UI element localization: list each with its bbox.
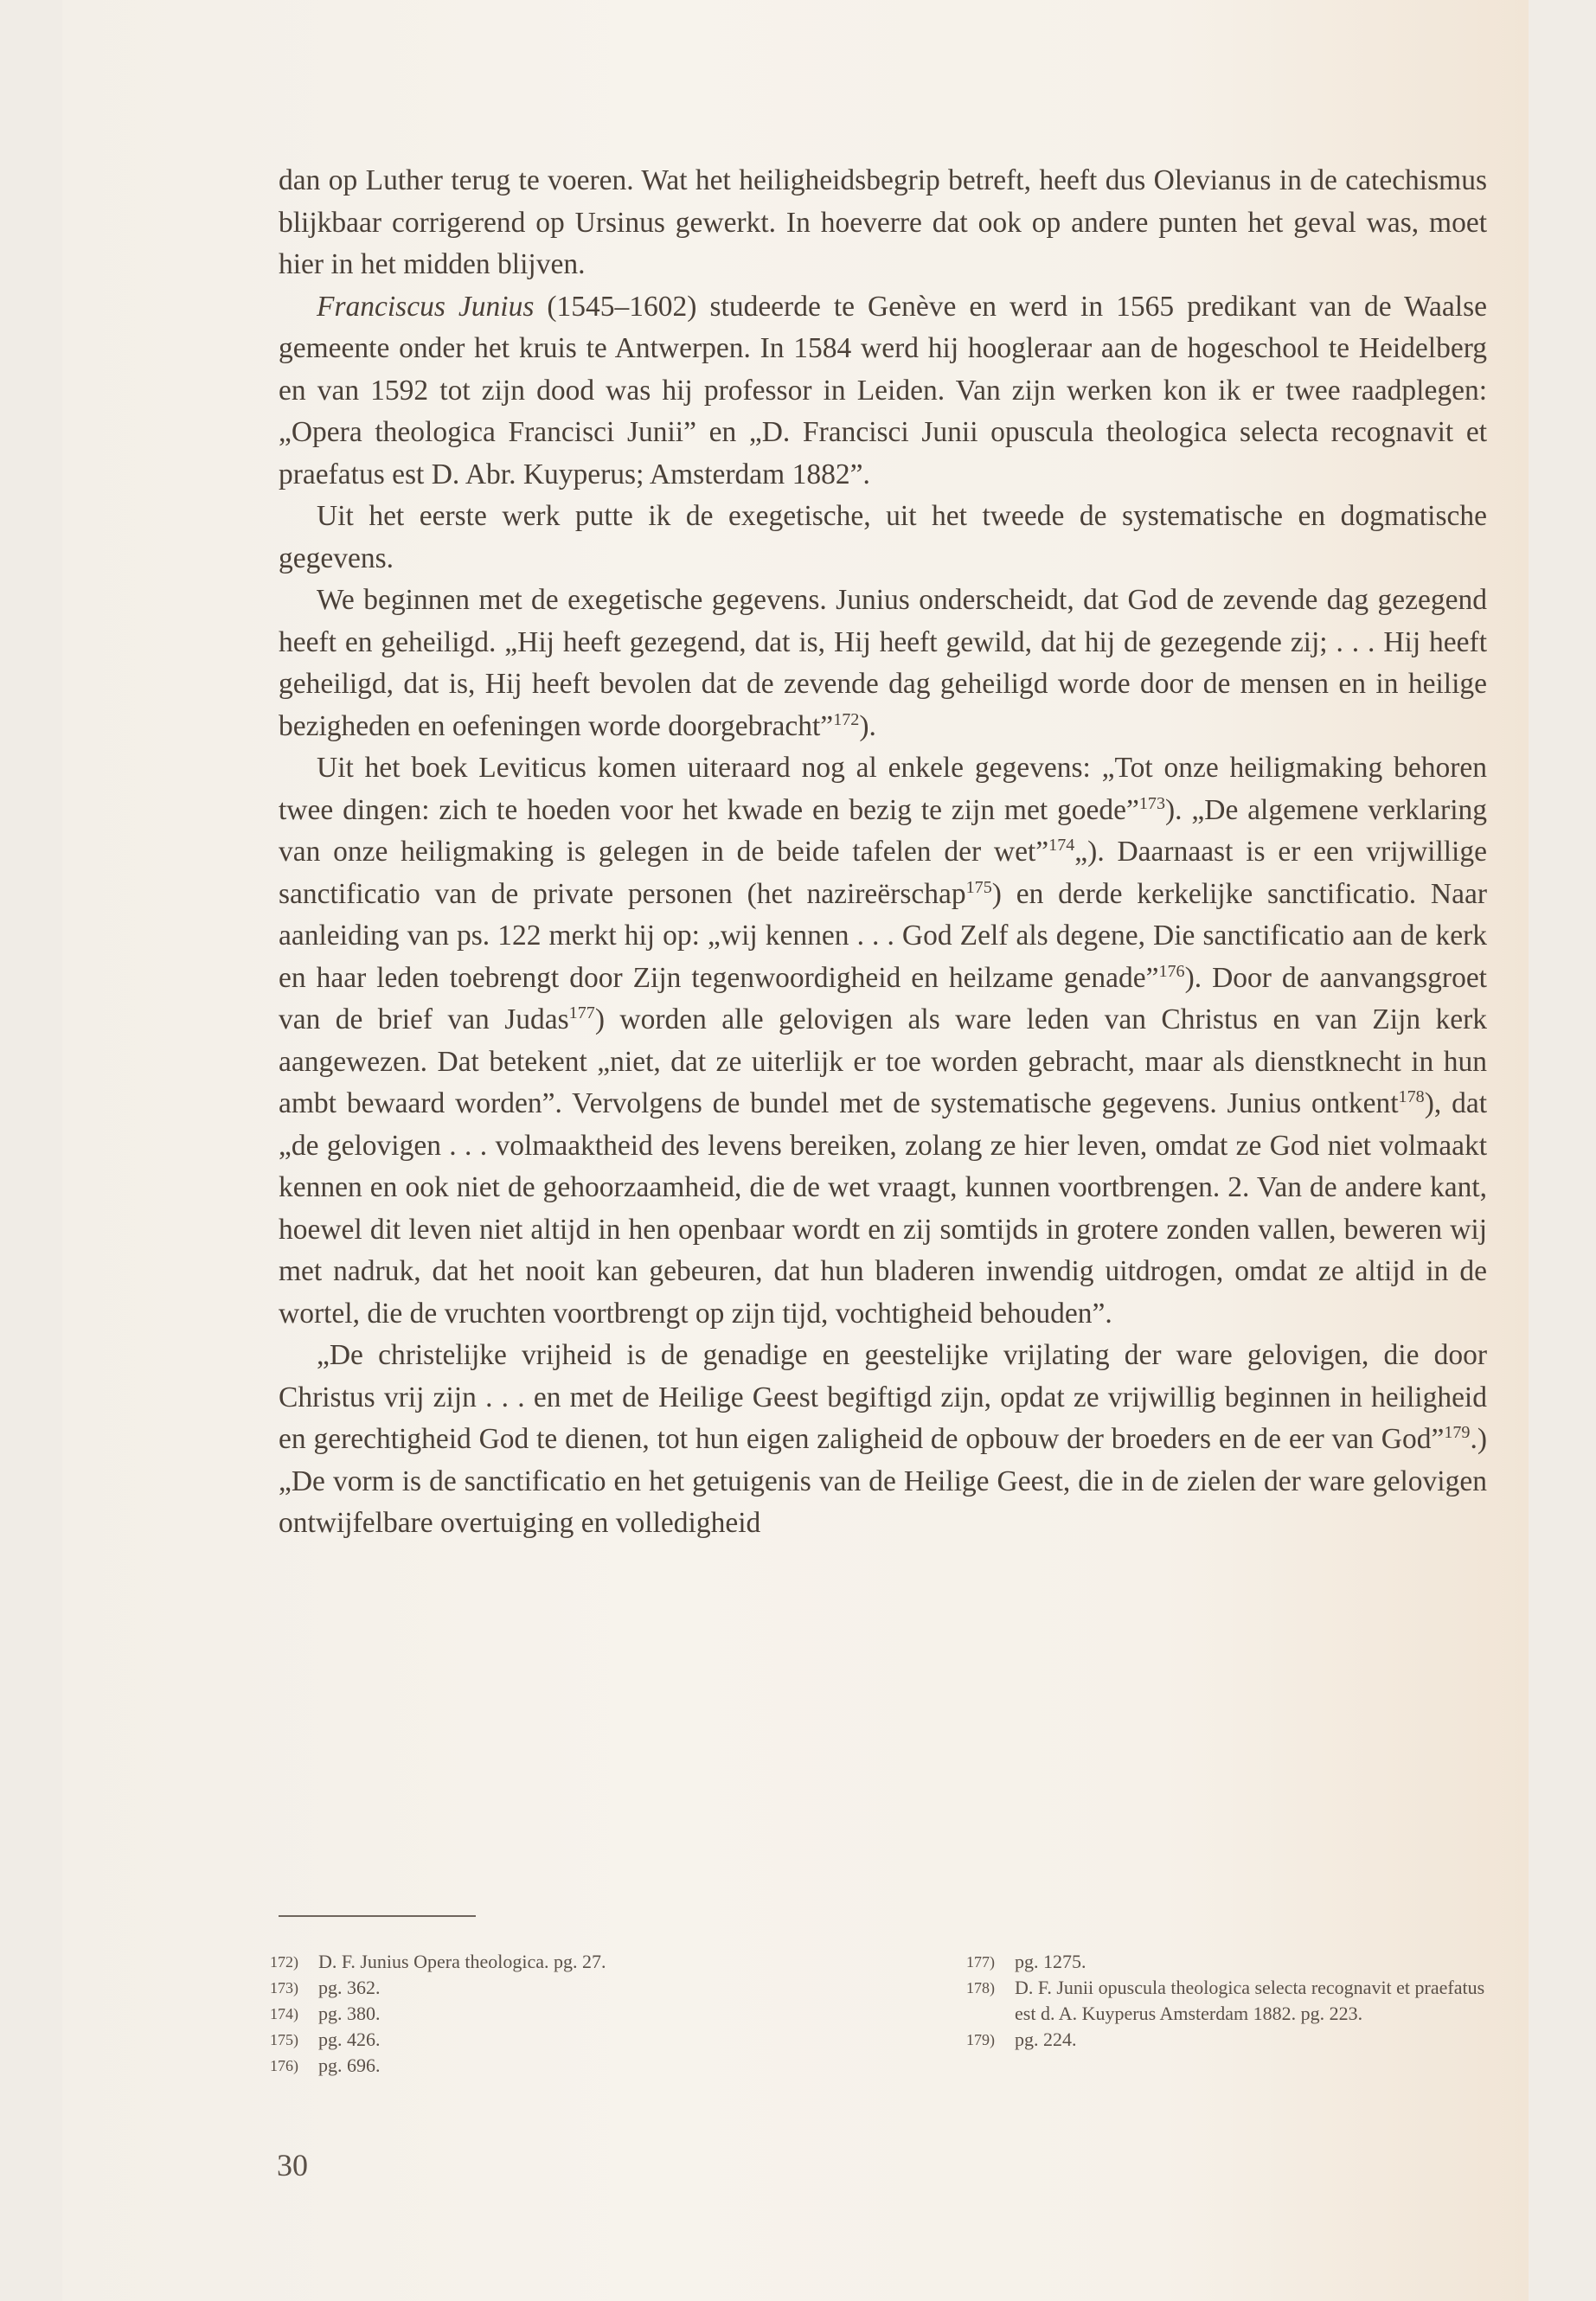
footnote-text: pg. 224. xyxy=(1015,2029,1077,2050)
footnote-text: D. F. Junius Opera theologica. pg. 27. xyxy=(318,1951,606,1972)
footnote xyxy=(966,1975,1490,2027)
footnote-number: 175) xyxy=(270,2031,298,2048)
body-text xyxy=(279,160,1487,1545)
footnote-number: 176) xyxy=(270,2057,298,2074)
footnote xyxy=(270,1975,789,2001)
footnote-ref[interactable]: 173 xyxy=(1138,793,1165,813)
footnote-text: pg. 696. xyxy=(318,2054,381,2076)
footnote xyxy=(270,2027,789,2053)
author-name: Franciscus Junius xyxy=(317,290,535,323)
paragraph-4: We beginnen met de exegetische gegevens. Junius onderscheidt, dat God de zevende dag gezegend heeft en geheiligd. „Hij heeft gezegend, dat is, Hij heeft gewild, dat hij de gezegende zij; . . . Hij heeft geheiligd, dat is, Hij heeft bevolen dat de zevende dag geheiligd worde door de mensen en in heilige bezigheden en oefeningen worde doorgebracht”$^{172}$). xyxy=(279,584,1487,742)
paragraph-6: „De christelijke vrijheid is de genadige en geestelijke vrijlating der ware gelovigen, die door Christus vrij zijn . . . en met de Heilige Geest begiftigd zijn, opdat ze vrijwillig beginnen in heiligheid en gerechtigheid God te dienen, tot hun eigen zaligheid de opbouw der broeders en de eer van God”$^{179}$.) „De vorm is de sanctificatio en het getuigenis van de Heilige Geest, die in de zielen der ware gelovigen ontwijfelbare overtuiging en volledigheid xyxy=(279,1339,1487,1539)
footnote-number: 178) xyxy=(966,1979,995,1997)
footnote-ref[interactable]: 172 xyxy=(833,709,860,729)
footnote xyxy=(270,1949,789,1975)
footnote-ref[interactable]: 177 xyxy=(568,1003,595,1022)
footnote-ref[interactable]: 175 xyxy=(965,877,992,897)
footnote xyxy=(966,2027,1490,2053)
paragraph-1: dan op Luther terug te voeren. Wat het heiligheidsbegrip betreft, heeft dus Olevianus in de catechismus blijkbaar corrigerend op Ursinus gewerkt. In hoeverre dat ook op andere punten het geval was, moet hier in het midden blijven. xyxy=(279,164,1487,280)
footnote-number: 172) xyxy=(270,1953,298,1971)
page-number: 30 xyxy=(277,2148,308,2182)
footnotes-right xyxy=(966,1949,1490,2053)
footnote-number: 177) xyxy=(966,1953,995,1971)
footnote-text: D. F. Junii opuscula theologica selecta recognavit et praefatus est d. A. Kuyperus Amsterdam 1882. pg. 223. xyxy=(1015,1977,1485,2024)
footnote-divider xyxy=(279,1915,476,1917)
footnote-ref[interactable]: 176 xyxy=(1158,961,1185,981)
footnote-text: pg. 1275. xyxy=(1015,1951,1086,1972)
footnote-number: 179) xyxy=(966,2031,995,2048)
paragraph-5: Uit het boek Leviticus komen uiteraard nog al enkele gegevens: „Tot onze heiligmaking behoren twee dingen: zich te hoeden voor het kwade en bezig te zijn met goede”$^{173}$). „De algemene verklaring van onze heiligmaking is gelegen in de beide tafelen der wet”$^{174}$„). Daarnaast is er een vrijwillige sanctificatio van de private personen (het nazireërschap$^{175}$) en derde kerkelijke sanctificatio. Naar aanleiding van ps. 122 merkt hij op: „wij kennen . . . God Zelf als degene, Die sanctificatio aan de kerk en haar leden toebrengt door Zijn tegenwoordigheid en heilzame genade”$^{176}$). Door de aanvangsgroet van de brief van Judas$^{177}$) worden alle gelovigen als ware leden van Christus en van Zijn kerk aangewezen. Dat betekent „niet, dat ze uiterlijk er toe worden gebracht, maar als dienstknecht in hun ambt bewaard worden”. Vervolgens de bundel met de systematische gegevens. Junius ontkent$^{178}$), dat „de gelovigen . . . volmaaktheid des levens bereiken, zolang ze hier leven, omdat ze God niet volmaakt kennen en ook niet de gehoorzaamheid, die de wet vraagt, kunnen voortbrengen. 2. Van de andere kant, hoewel dit leven niet altijd in hen openbaar wordt en zij somtijds in grotere zonden vallen, beweren wij met nadruk, dat het nooit kan gebeuren, dat hun bladeren inwendig uitdrogen, omdat ze altijd in de wortel, die de vruchten voortbrengt op zijn tijd, vochtigheid behouden”. xyxy=(279,752,1488,1330)
footnote-text: pg. 380. xyxy=(318,2003,381,2024)
footnote xyxy=(966,1949,1490,1975)
footnote-ref[interactable]: 174 xyxy=(1048,835,1075,855)
footnote-ref[interactable]: 178 xyxy=(1398,1086,1425,1106)
paragraph-2: Franciscus Junius (1545–1602) studeerde te Genève en werd in 1565 predikant van de Waalse gemeente onder het kruis te Antwerpen. In 1584 werd hij hoogleraar aan de hogeschool te Heidelberg en van 1592 tot zijn dood was hij professor in Leiden. Van zijn werken kon ik er twee raadplegen: „Opera theologica Francisci Junii” en „D. Francisci Junii opuscula theologica selecta recognavit et praefatus est D. Abr. Kuyperus; Amsterdam 1882”. xyxy=(279,290,1487,490)
footnote-text: pg. 426. xyxy=(318,2029,381,2050)
footnote-ref[interactable]: 179 xyxy=(1444,1422,1471,1442)
footnote xyxy=(270,2053,789,2079)
footnote-number: 174) xyxy=(270,2005,298,2022)
paragraph-3: Uit het eerste werk putte ik de exegetische, uit het tweede de systematische en dogmatische gegevens. xyxy=(279,500,1487,574)
footnotes-left xyxy=(270,1949,789,2079)
footnote-text: pg. 362. xyxy=(318,1977,381,1998)
footnote-number: 173) xyxy=(270,1979,298,1997)
footnote xyxy=(270,2001,789,2027)
book-page xyxy=(62,0,1529,2301)
